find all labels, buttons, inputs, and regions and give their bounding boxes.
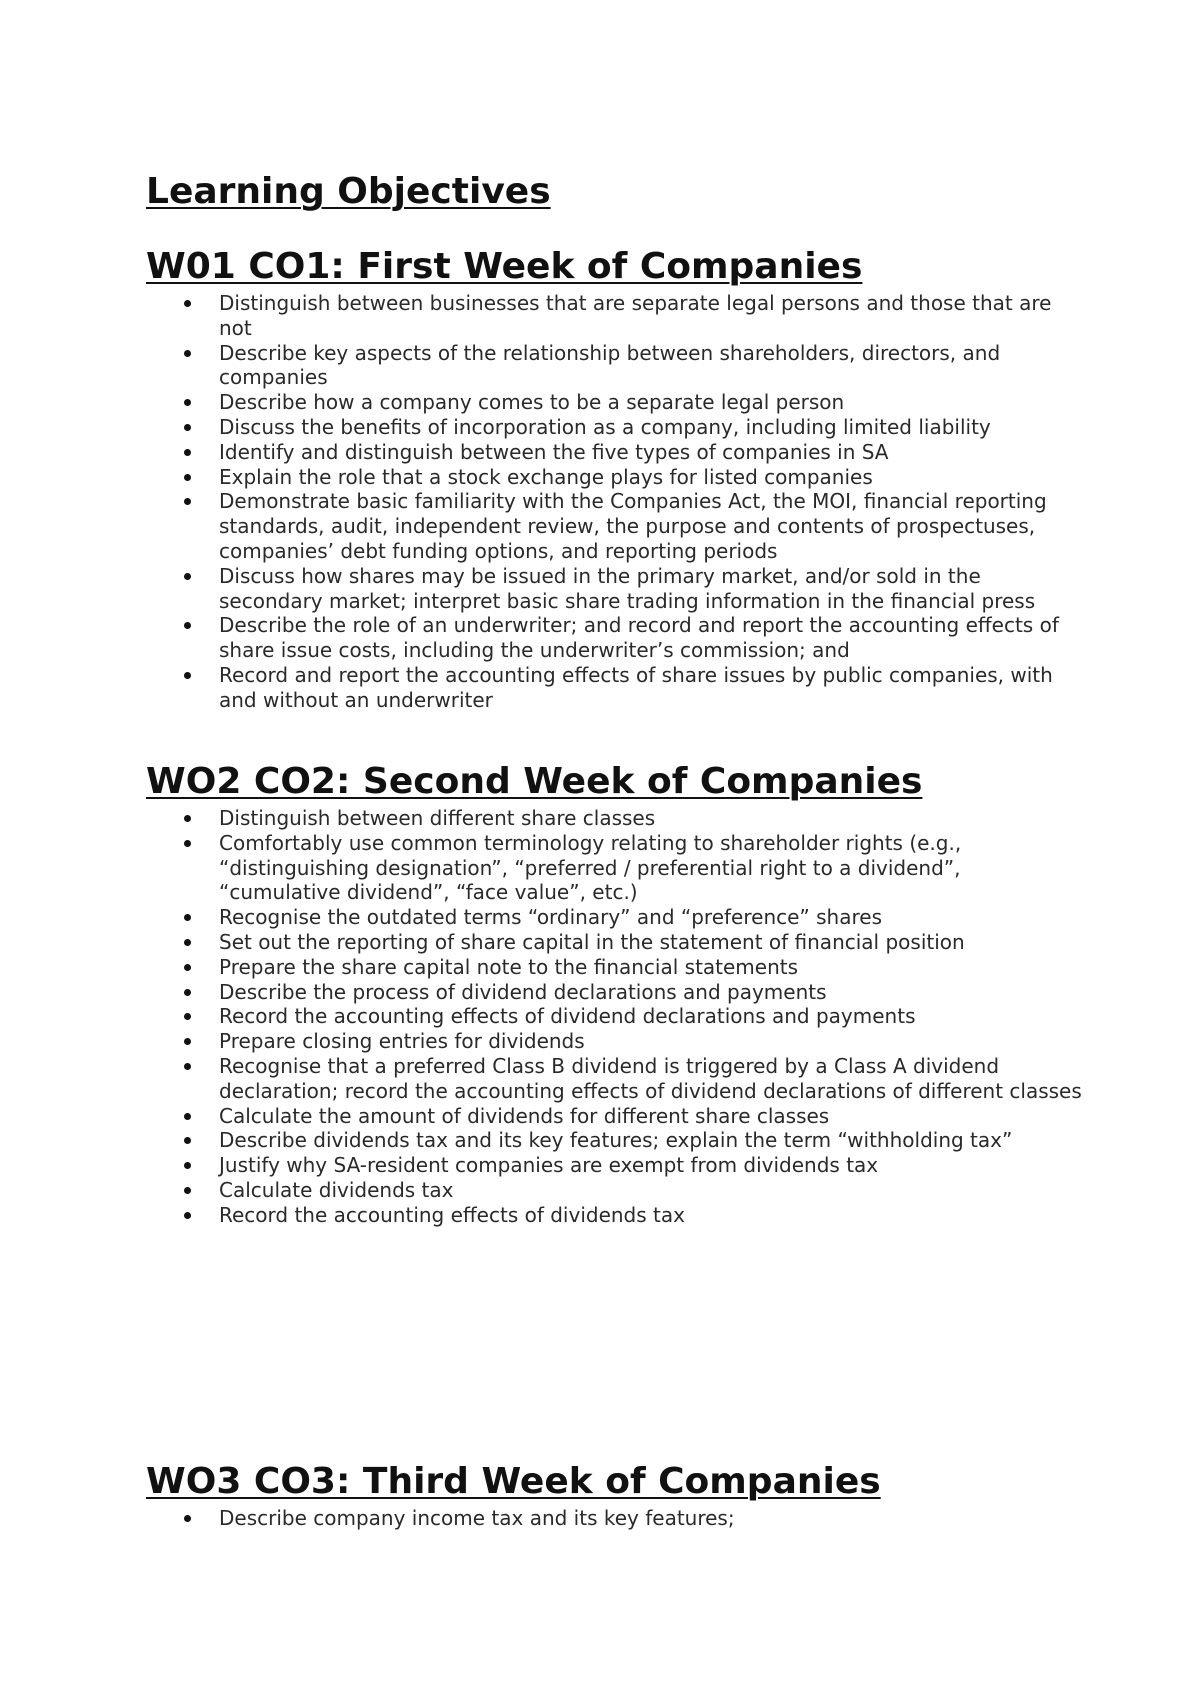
list-item <box>146 930 1086 955</box>
list-item <box>146 465 1086 490</box>
bullet-icon <box>184 1063 191 1070</box>
list-item-text: Prepare closing entries for dividends <box>219 1029 585 1054</box>
bullet-icon <box>184 1038 191 1045</box>
list-item-text: Discuss the benefits of incorporation as a company, including limited liability <box>219 414 991 439</box>
list-item-text: Describe how a company comes to be a separate legal person <box>219 390 845 415</box>
bullet-icon <box>184 498 191 505</box>
list-item-text: Describe dividends tax and its key features; explain the term “withholding tax” <box>219 1128 1013 1153</box>
list-item-text: Describe the role of an underwriter; and record and report the accounting effects of share issue costs, including the underwriter’s commission; and <box>219 613 1059 663</box>
list-item <box>146 564 1086 614</box>
list-item-text: Describe the process of dividend declarations and payments <box>219 979 827 1004</box>
list-item-text: Recognise the outdated terms “ordinary” and “preference” shares <box>219 905 882 930</box>
bullet-icon <box>184 300 191 307</box>
list-item-text: Distinguish between businesses that are separate legal persons and those that are not <box>219 291 1052 340</box>
list-item <box>146 1203 1086 1228</box>
list-item <box>146 1178 1086 1203</box>
list-item <box>146 415 1086 440</box>
bullet-icon <box>184 622 191 629</box>
list-item-text: Demonstrate basic familiarity with the Companies Act, the MOI, financial reporting standards, audit, independent review, the purpose and contents of prospectuses, companies’ debt funding options, and reporting periods <box>219 489 1047 563</box>
bullet-icon <box>184 350 191 357</box>
bullet-icon <box>184 424 191 431</box>
bullet-icon <box>184 939 191 946</box>
section-heading: WO2 CO2: Second Week of Companies <box>146 761 923 802</box>
bullet-icon <box>184 1212 191 1219</box>
list-item <box>146 440 1086 465</box>
objectives-list <box>146 291 1086 713</box>
bullet-icon <box>184 1137 191 1144</box>
list-item-text: Set out the reporting of share capital in the statement of financial position <box>219 929 965 954</box>
bullet-icon <box>184 1515 191 1522</box>
list-item <box>146 806 1086 831</box>
list-item <box>146 1004 1086 1029</box>
section-week-2 <box>146 760 1086 1228</box>
list-item-text: Prepare the share capital note to the financial statements <box>219 954 799 979</box>
list-item-text: Identify and distinguish between the five types of companies in SA <box>219 439 889 464</box>
list-item <box>146 955 1086 980</box>
section-week-3 <box>146 1460 1086 1531</box>
bullet-icon <box>184 1187 191 1194</box>
list-item <box>146 291 1086 341</box>
list-item-text: Describe company income tax and its key features; <box>219 1506 735 1530</box>
list-item-text: Discuss how shares may be issued in the primary market, and/or sold in the secondary market; interpret basic share trading information in the financial press <box>219 563 1036 613</box>
list-item <box>146 1153 1086 1178</box>
bullet-icon <box>184 1162 191 1169</box>
list-item <box>146 1506 1086 1531</box>
bullet-icon <box>184 815 191 822</box>
section-heading: WO3 CO3: Third Week of Companies <box>146 1461 881 1502</box>
bullet-icon <box>184 672 191 679</box>
list-item <box>146 613 1086 663</box>
section-week-1 <box>146 245 1086 713</box>
list-item-text: Record and report the accounting effects of share issues by public companies, with and without an underwriter <box>219 662 1053 712</box>
list-item-text: Comfortably use common terminology relating to shareholder rights (e.g., “distinguishing designation”, “preferred / preferential right to a dividend”, “cumulative dividend”, “face value”, etc.) <box>219 830 962 905</box>
list-item <box>146 341 1086 391</box>
bullet-icon <box>184 964 191 971</box>
list-item <box>146 980 1086 1005</box>
bullet-icon <box>184 573 191 580</box>
document-title: Learning Objectives <box>146 171 551 212</box>
list-item <box>146 831 1086 905</box>
list-item <box>146 905 1086 930</box>
list-item-text: Explain the role that a stock exchange plays for listed companies <box>219 464 873 489</box>
list-item-text: Distinguish between different share classes <box>219 806 656 830</box>
list-item <box>146 390 1086 415</box>
list-item <box>146 663 1086 713</box>
list-item <box>146 1128 1086 1153</box>
objectives-list <box>146 806 1086 1228</box>
list-item <box>146 1029 1086 1054</box>
bullet-icon <box>184 1013 191 1020</box>
bullet-icon <box>184 449 191 456</box>
list-item-text: Record the accounting effects of dividends tax <box>219 1202 685 1227</box>
list-item-text: Calculate dividends tax <box>219 1177 454 1202</box>
bullet-icon <box>184 840 191 847</box>
bullet-icon <box>184 474 191 481</box>
list-item-text: Describe key aspects of the relationship between shareholders, directors, and companies <box>219 340 1001 390</box>
list-item-text: Justify why SA-resident companies are exempt from dividends tax <box>219 1153 879 1178</box>
bullet-icon <box>184 989 191 996</box>
bullet-icon <box>184 1113 191 1120</box>
section-heading: W01 CO1: First Week of Companies <box>146 246 863 287</box>
bullet-icon <box>184 914 191 921</box>
list-item <box>146 489 1086 563</box>
list-item <box>146 1104 1086 1129</box>
bullet-icon <box>184 399 191 406</box>
list-item-text: Record the accounting effects of dividend declarations and payments <box>219 1004 916 1029</box>
list-item-text: Recognise that a preferred Class B dividend is triggered by a Class A dividend declaration; record the accounting effects of dividend declarations of different classes <box>219 1053 1082 1103</box>
list-item-text: Calculate the amount of dividends for different share classes <box>219 1103 830 1128</box>
list-item <box>146 1054 1086 1104</box>
objectives-list <box>146 1506 1086 1531</box>
